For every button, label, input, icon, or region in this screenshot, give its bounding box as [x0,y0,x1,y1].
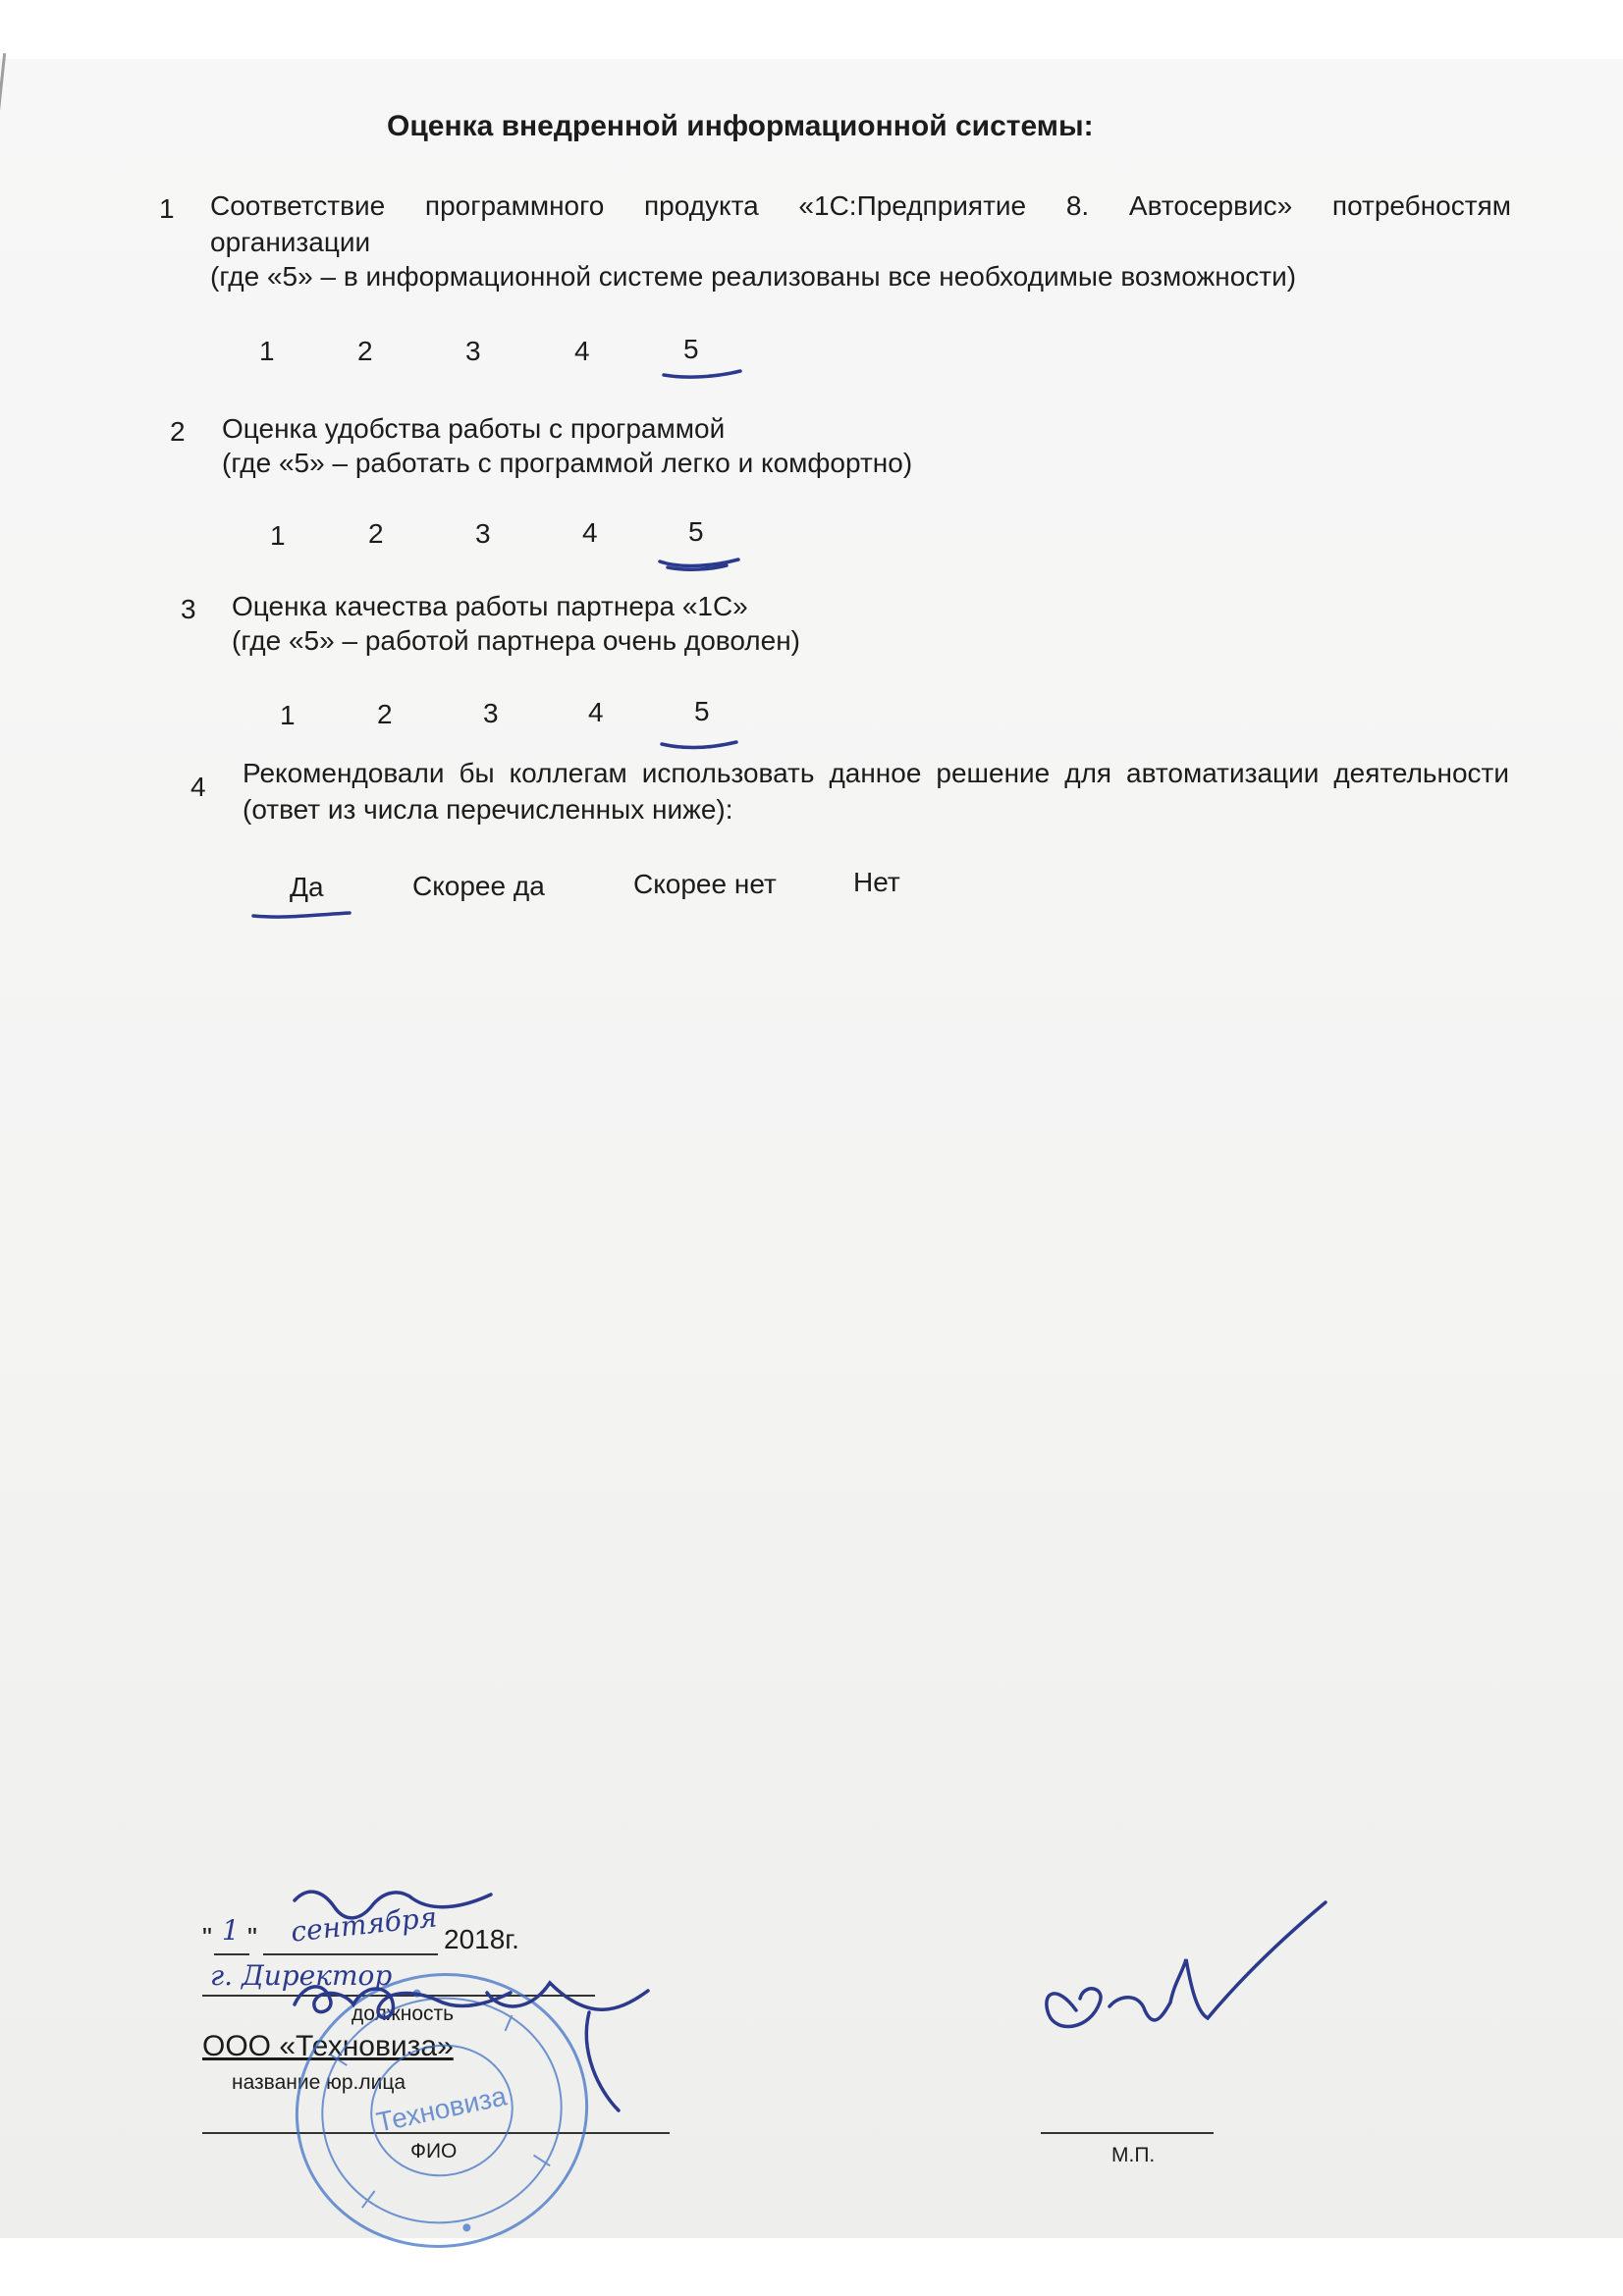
fio-caption: ФИО [410,2140,458,2163]
q2-option-5-selected[interactable]: 5 [688,516,704,547]
question-3-hint: (где «5» – работой партнера очень доволен) [232,625,801,656]
q3-underline-mark [662,742,736,748]
q1-option-2[interactable]: 2 [357,336,373,366]
question-2-number: 2 [170,416,186,447]
question-1-text: Соответствие программного продукта «1С:Предприятие 8. Автосервис» потребностям [210,190,1511,221]
q4-option-rather-no[interactable]: Скорее нет [633,869,777,899]
q1-underline-mark [664,371,740,377]
q3-option-5-selected[interactable]: 5 [694,696,710,726]
date-quote-close: " [247,1922,257,1952]
date-quote-open: " [202,1922,212,1952]
question-3-text: Оценка качества работы партнера «1С» [232,591,748,621]
stamp-center-text: Техновиза [373,2080,510,2138]
question-4-text: Рекомендовали бы коллегам использовать данное решение для автоматизации деятельности [243,758,1509,788]
answer-marks [0,0,1623,982]
mp-caption: М.П. [1111,2144,1156,2166]
q3-option-3[interactable]: 3 [483,698,499,728]
fio-signature-tail [586,2012,619,2110]
q3-option-2[interactable]: 2 [377,699,393,729]
position-value: г. Директор [210,1959,393,1992]
q2-option-1[interactable]: 1 [270,520,286,551]
question-1-hint: (где «5» – в информационной системе реализованы все необходимые возможности) [210,261,1297,292]
q2-option-4[interactable]: 4 [582,517,598,548]
q4-option-rather-yes[interactable]: Скорее да [412,871,545,901]
q1-option-4[interactable]: 4 [574,336,590,366]
q3-option-4[interactable]: 4 [588,697,604,727]
q2-underline-mark [660,560,738,569]
q4-option-no[interactable]: Нет [853,867,900,897]
question-2-text: Оценка удобства работы с программой [222,413,726,444]
q1-option-3[interactable]: 3 [465,336,481,366]
company-caption: название юр.лица [232,2071,406,2094]
q4-option-yes-selected[interactable]: Да [290,872,324,902]
date-day: 1 [222,1914,240,1947]
question-4-text-line2: (ответ из числа перечисленных ниже): [243,794,733,825]
q1-option-1[interactable]: 1 [259,336,275,366]
company-name: ООО «Техновиза» [202,2030,454,2062]
date-year: 2018г. [444,1924,519,1954]
question-1-text-line2: организации [210,227,371,257]
q4-underline-mark [253,913,350,917]
q3-option-1[interactable]: 1 [280,700,296,730]
question-3-number: 3 [181,594,196,624]
question-2-hint: (где «5» – работать с программой легко и комфортно) [222,448,913,478]
q2-option-2[interactable]: 2 [368,518,384,549]
q1-option-5-selected[interactable]: 5 [683,334,699,364]
question-4-number: 4 [190,772,206,802]
signatures [0,1865,1623,2218]
page-title: Оценка внедренной информационной системы: [387,110,1094,142]
question-1-number: 1 [159,193,175,224]
position-caption: должность [352,2002,455,2025]
director-signature [1047,1902,1325,2027]
date-month: сентября [289,1900,439,1949]
position-signature-scribble [295,1892,491,1918]
q2-option-3[interactable]: 3 [475,518,491,549]
fio-signature [295,1983,648,2018]
